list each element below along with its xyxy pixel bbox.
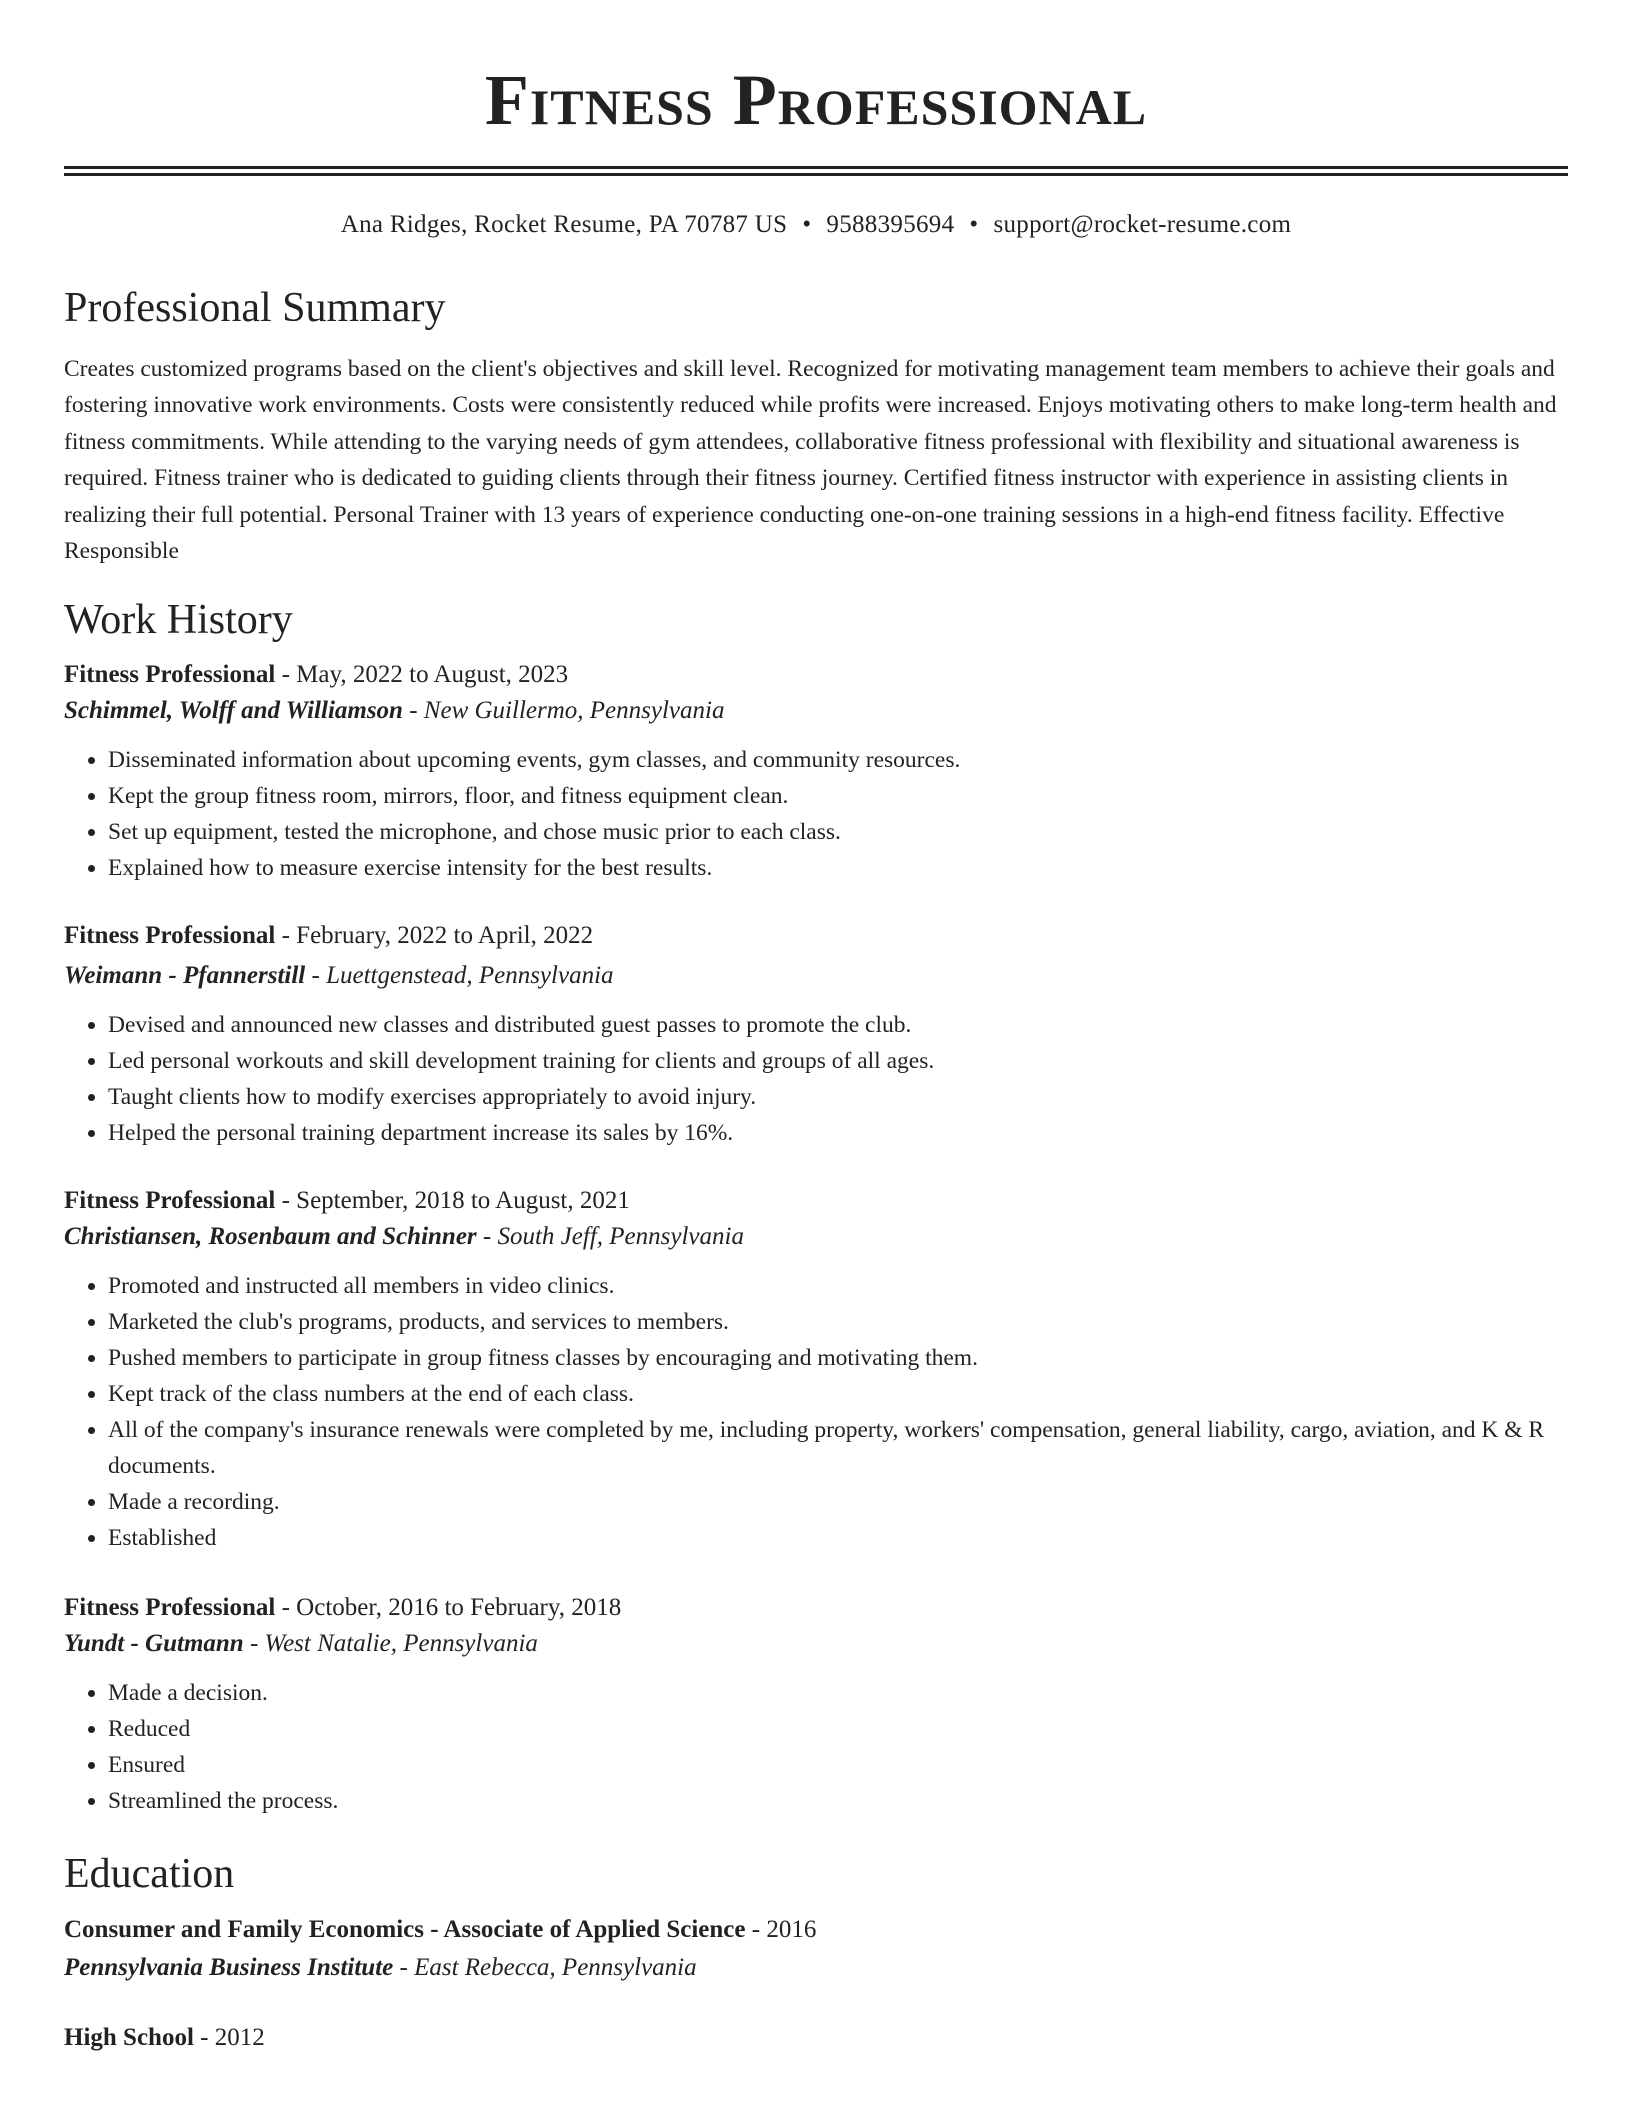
job-entry: [64, 1183, 1568, 1556]
job-bullet: • Promoted and instructed all members in video clinics.: [108, 1268, 1568, 1304]
job-bullet: • Kept the group fitness room, mirrors, floor, and fitness equipment clean.: [108, 778, 1568, 814]
job-bullet: • Made a decision.: [108, 1675, 1568, 1711]
job-bullet: • Reduced: [108, 1711, 1568, 1747]
dash: -: [243, 1630, 265, 1658]
job-bullet: • Streamlined the process.: [108, 1783, 1568, 1819]
resume-page: [64, 0, 1568, 2057]
dash: -: [275, 1187, 297, 1215]
job-location: West Natalie, Pennsylvania: [264, 1630, 538, 1658]
dash: -: [476, 1223, 498, 1251]
job-dates: September, 2018 to August, 2021: [296, 1187, 630, 1215]
job-bullet: • Kept track of the class numbers at the end of each class.: [108, 1376, 1568, 1412]
contact-separator: •: [802, 211, 812, 238]
education-location: East Rebecca, Pennsylvania: [414, 1954, 697, 1982]
job-bullet: • Devised and announced new classes and distributed guest passes to promote the club.: [108, 1007, 1568, 1043]
job-title: Fitness Professional: [64, 922, 276, 950]
job-company: Yundt - Gutmann: [64, 1630, 244, 1658]
work-history-heading: Work History: [64, 597, 293, 644]
dash: -: [275, 1594, 297, 1622]
contact-email: support@rocket-resume.com: [993, 211, 1292, 238]
job-bullet-list: [64, 1268, 1568, 1556]
job-location: Luettgenstead, Pennsylvania: [326, 962, 614, 990]
education-year: 2016: [766, 1916, 817, 1944]
dash: -: [193, 2024, 215, 2052]
education-year: 2012: [214, 2024, 265, 2052]
job-bullet: • Led personal workouts and skill development training for clients and groups of all ages.: [108, 1043, 1568, 1079]
job-entry: [64, 918, 1568, 1151]
job-company: Schimmel, Wolff and Williamson: [64, 697, 403, 725]
contact-line: [64, 209, 1568, 241]
education-degree-line: [64, 1911, 1568, 1949]
job-company-line: [64, 1219, 1568, 1255]
job-bullet: • Explained how to measure exercise intensity for the best results.: [108, 850, 1568, 886]
job-bullet: • Helped the personal training department increase its sales by 16%.: [108, 1115, 1568, 1151]
job-title: Fitness Professional: [64, 1594, 276, 1622]
education-heading: Education: [64, 1851, 235, 1898]
job-bullet-list: [64, 1007, 1568, 1151]
education-degree: High School: [64, 2024, 194, 2052]
summary-text: Creates customized programs based on the client's objectives and skill level. Recognized for motivating management team members to achieve their goals and fostering innovative work environments. Costs were consistently reduced while profits were increased. Enjoys motivating others to make long-term health and fitness commitments. While attending to the varying needs of gym attendees, collaborative fitness professional with flexibility and situational awareness is required. Fitness trainer who is dedicated to guiding clients through their fitness journey. Certified fitness instructor with experience in assisting clients in realizing their full potential. Personal Trainer with 13 years of experience conducting one-on-one training sessions in a high-end fitness facility. Effective Responsible: [64, 356, 1557, 565]
job-title-line: [64, 1183, 1568, 1219]
dash: -: [393, 1954, 415, 1982]
job-bullet: • Established: [108, 1520, 1568, 1556]
job-bullet-list: [64, 1675, 1568, 1819]
job-location: New Guillermo, Pennsylvania: [423, 697, 725, 725]
job-title-line: [64, 657, 1568, 693]
job-title: Fitness Professional: [64, 661, 276, 689]
dash: -: [275, 922, 297, 950]
job-title-line: [64, 918, 1568, 954]
summary-heading: Professional Summary: [64, 285, 446, 331]
job-dates: May, 2022 to August, 2023: [296, 661, 569, 689]
job-company-line: [64, 693, 1568, 729]
job-bullet-list: [64, 742, 1568, 886]
job-bullet: • Pushed members to participate in group fitness classes by encouraging and motivating them.: [108, 1340, 1568, 1376]
job-bullet: • Taught clients how to modify exercises appropriately to avoid injury.: [108, 1079, 1568, 1115]
education-degree-line: [64, 2019, 1568, 2057]
dash: -: [275, 661, 297, 689]
job-company-line: [64, 958, 1568, 994]
job-bullet: • All of the company's insurance renewals were completed by me, including property, workers' compensation, general liability, cargo, aviation, and K & R documents.: [108, 1412, 1568, 1484]
dash: -: [402, 697, 424, 725]
contact-address: Ana Ridges, Rocket Resume, PA 70787 US: [340, 211, 788, 238]
job-company-line: [64, 1626, 1568, 1662]
dash: -: [305, 962, 327, 990]
job-location: South Jeff, Pennsylvania: [497, 1223, 744, 1251]
job-title-line: [64, 1590, 1568, 1626]
job-bullet: • Set up equipment, tested the microphone, and chose music prior to each class.: [108, 814, 1568, 850]
education-entry: [64, 1911, 1568, 1987]
contact-phone: 9588395694: [826, 211, 955, 238]
education-degree: Consumer and Family Economics - Associate of Applied Science: [64, 1916, 746, 1944]
education-school: Pennsylvania Business Institute: [64, 1954, 394, 1982]
job-bullet: • Disseminated information about upcoming events, gym classes, and community resources.: [108, 742, 1568, 778]
job-bullet: • Marketed the club's programs, products, and services to members.: [108, 1304, 1568, 1340]
job-dates: February, 2022 to April, 2022: [296, 922, 594, 950]
job-company: Christiansen, Rosenbaum and Schinner: [64, 1223, 477, 1251]
education-school-line: [64, 1949, 1568, 1987]
dash: -: [745, 1916, 767, 1944]
job-dates: October, 2016 to February, 2018: [296, 1594, 622, 1622]
education-entry: [64, 2019, 1568, 2057]
resume-title: Fitness Professional: [484, 60, 1148, 140]
job-title: Fitness Professional: [64, 1187, 276, 1215]
job-bullet: • Made a recording.: [108, 1484, 1568, 1520]
contact-separator: •: [969, 211, 979, 238]
title-double-rule: [64, 166, 1568, 176]
job-entry: [64, 1590, 1568, 1819]
job-company: Weimann - Pfannerstill: [64, 962, 306, 990]
job-bullet: • Ensured: [108, 1747, 1568, 1783]
job-entry: [64, 657, 1568, 886]
